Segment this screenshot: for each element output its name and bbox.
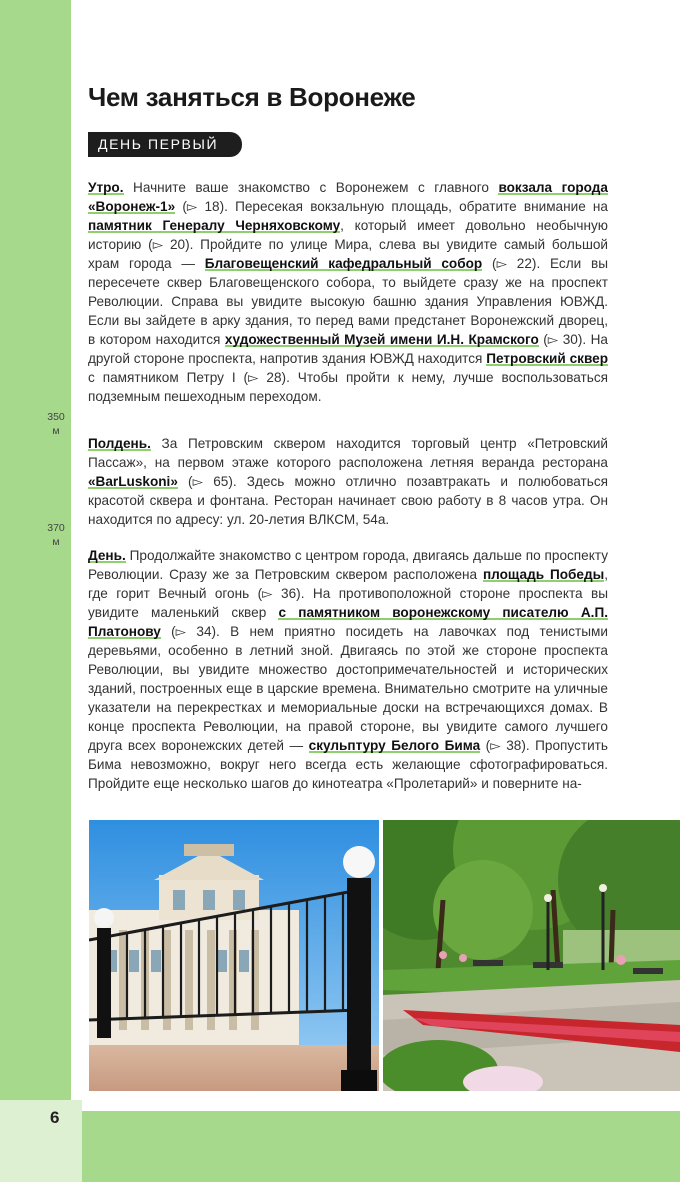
place-link[interactable]: Благовещенский кафедральный собор <box>204 256 483 271</box>
page-ref-arrow-icon <box>548 332 558 347</box>
photo-park-square <box>383 820 680 1091</box>
paragraph-day <box>88 546 608 793</box>
section-label-morning: Утро. <box>88 180 124 195</box>
text: 28). Чтобы пройти к нему, лучше воспользоваться подземным пешеходным переходом. <box>88 370 608 404</box>
place-link[interactable]: площадь Победы <box>482 567 605 582</box>
page-ref-arrow-icon <box>193 474 203 489</box>
bottom-green-band <box>82 1111 680 1182</box>
text: , который имеет довольно необычную историю ( <box>88 218 608 252</box>
section-label-day: День. <box>88 548 126 563</box>
text: 22). Если вы пересечете сквер Благовещенского собора, то выйдете сразу же на проспект Революции. Справа вы увидите высокую башню здания Управления ЮВЖД. Если вы зайдете в арку здания, то перед вами предстанет Воронежский дворец, в котором находится <box>88 256 609 347</box>
text: Начните ваше знакомство с Воронежем с главного <box>123 180 499 195</box>
place-link[interactable]: художественный Музей имени И.Н. Крамского <box>224 332 539 347</box>
page-number: 6 <box>50 1108 60 1127</box>
text: ( <box>175 199 187 214</box>
text: 65). Здесь можно отлично позавтракать и полюбоваться красотой сквера и фонтана. Ресторан начинает свою работу в 8 часов утра. Он находится по адресу: ул. 20-летия ВЛКСМ, 54а. <box>88 474 608 527</box>
text: 30). На другой стороне проспекта, напротив здания ЮВЖД находится <box>88 332 608 366</box>
place-link[interactable]: вокзала города «Воронеж-1» <box>88 180 608 214</box>
text: Продолжайте знакомство с центром города, двигаясь дальше по проспекту Революции. Сразу же за Петровским сквером расположена <box>88 548 608 582</box>
day-badge: ДЕНЬ ПЕРВЫЙ <box>88 132 242 157</box>
page-ref-arrow-icon <box>490 738 500 753</box>
text: , где горит Вечный огонь ( <box>88 567 608 601</box>
place-link[interactable]: памятник Генералу Черняховскому <box>88 218 341 233</box>
text: 20). Пройдите по улице Мира, слева вы увидите самый большой храм города — <box>88 237 608 271</box>
text: ( <box>538 332 548 347</box>
place-link[interactable]: Петровский сквер <box>486 351 608 366</box>
margin-distance-2 <box>44 521 68 549</box>
page-ref-arrow-icon <box>497 256 507 271</box>
text: с памятником Петру I ( <box>88 370 249 385</box>
text: 34). В нем приятно посидеть на лавочках под тенистыми деревьями, особенно в летний зной. Двигаясь по этой же стороне проспекта Революции, вы увидите множество достопримечательностей и исторических зданий, построенных еще в царские времена. Внимательно смотрите на уличные указатели на перекрестках и мемориальные доски на встречающихся домах. В конце проспекта Революции, на правой стороне, вы увидите самого лучшего друга всех воронежских детей — <box>88 624 608 753</box>
page-number-box <box>0 1100 82 1182</box>
text: ( <box>480 738 491 753</box>
section-label-noon: Полдень. <box>88 436 151 451</box>
page-ref-arrow-icon <box>262 586 272 601</box>
text: 36). На противоположной стороне проспекта вы увидите маленький сквер <box>88 586 608 620</box>
text: За Петровским сквером находится торговый центр «Петровский Пассаж», на первом этаже которого расположена летняя веранда ресторана <box>88 436 608 470</box>
paragraph-noon <box>88 434 608 529</box>
place-link[interactable]: скульптуру Белого Бима <box>308 738 481 753</box>
distance-value: 370 <box>47 522 65 534</box>
distance-unit: м <box>52 425 60 437</box>
page-title: Чем заняться в Воронеже <box>88 82 416 112</box>
page-ref-arrow-icon <box>176 624 186 639</box>
distance-value: 350 <box>47 411 65 423</box>
page-ref-arrow-icon <box>153 237 163 252</box>
place-link[interactable]: «BarLuskoni» <box>88 474 178 489</box>
text: 18). Пересекая вокзальную площадь, обратите внимание на <box>197 199 608 214</box>
text: ( <box>160 624 176 639</box>
photo-station-building <box>89 820 379 1091</box>
text: 38). Пропустить Бима невозможно, вокруг него всегда есть желающие сфотографироваться. Пройдите еще несколько шагов до кинотеатра «Пролетарий» и поверните на- <box>88 738 608 791</box>
page-ref-arrow-icon <box>187 199 197 214</box>
margin-distance-1 <box>44 410 68 438</box>
paragraph-morning <box>88 178 608 406</box>
place-link[interactable]: с памятником воронежскому писателю А.П. Платонову <box>88 605 609 639</box>
text: ( <box>482 256 497 271</box>
page-ref-arrow-icon <box>248 370 258 385</box>
distance-unit: м <box>52 536 60 548</box>
left-green-stripe <box>0 0 71 1100</box>
text: ( <box>177 474 193 489</box>
